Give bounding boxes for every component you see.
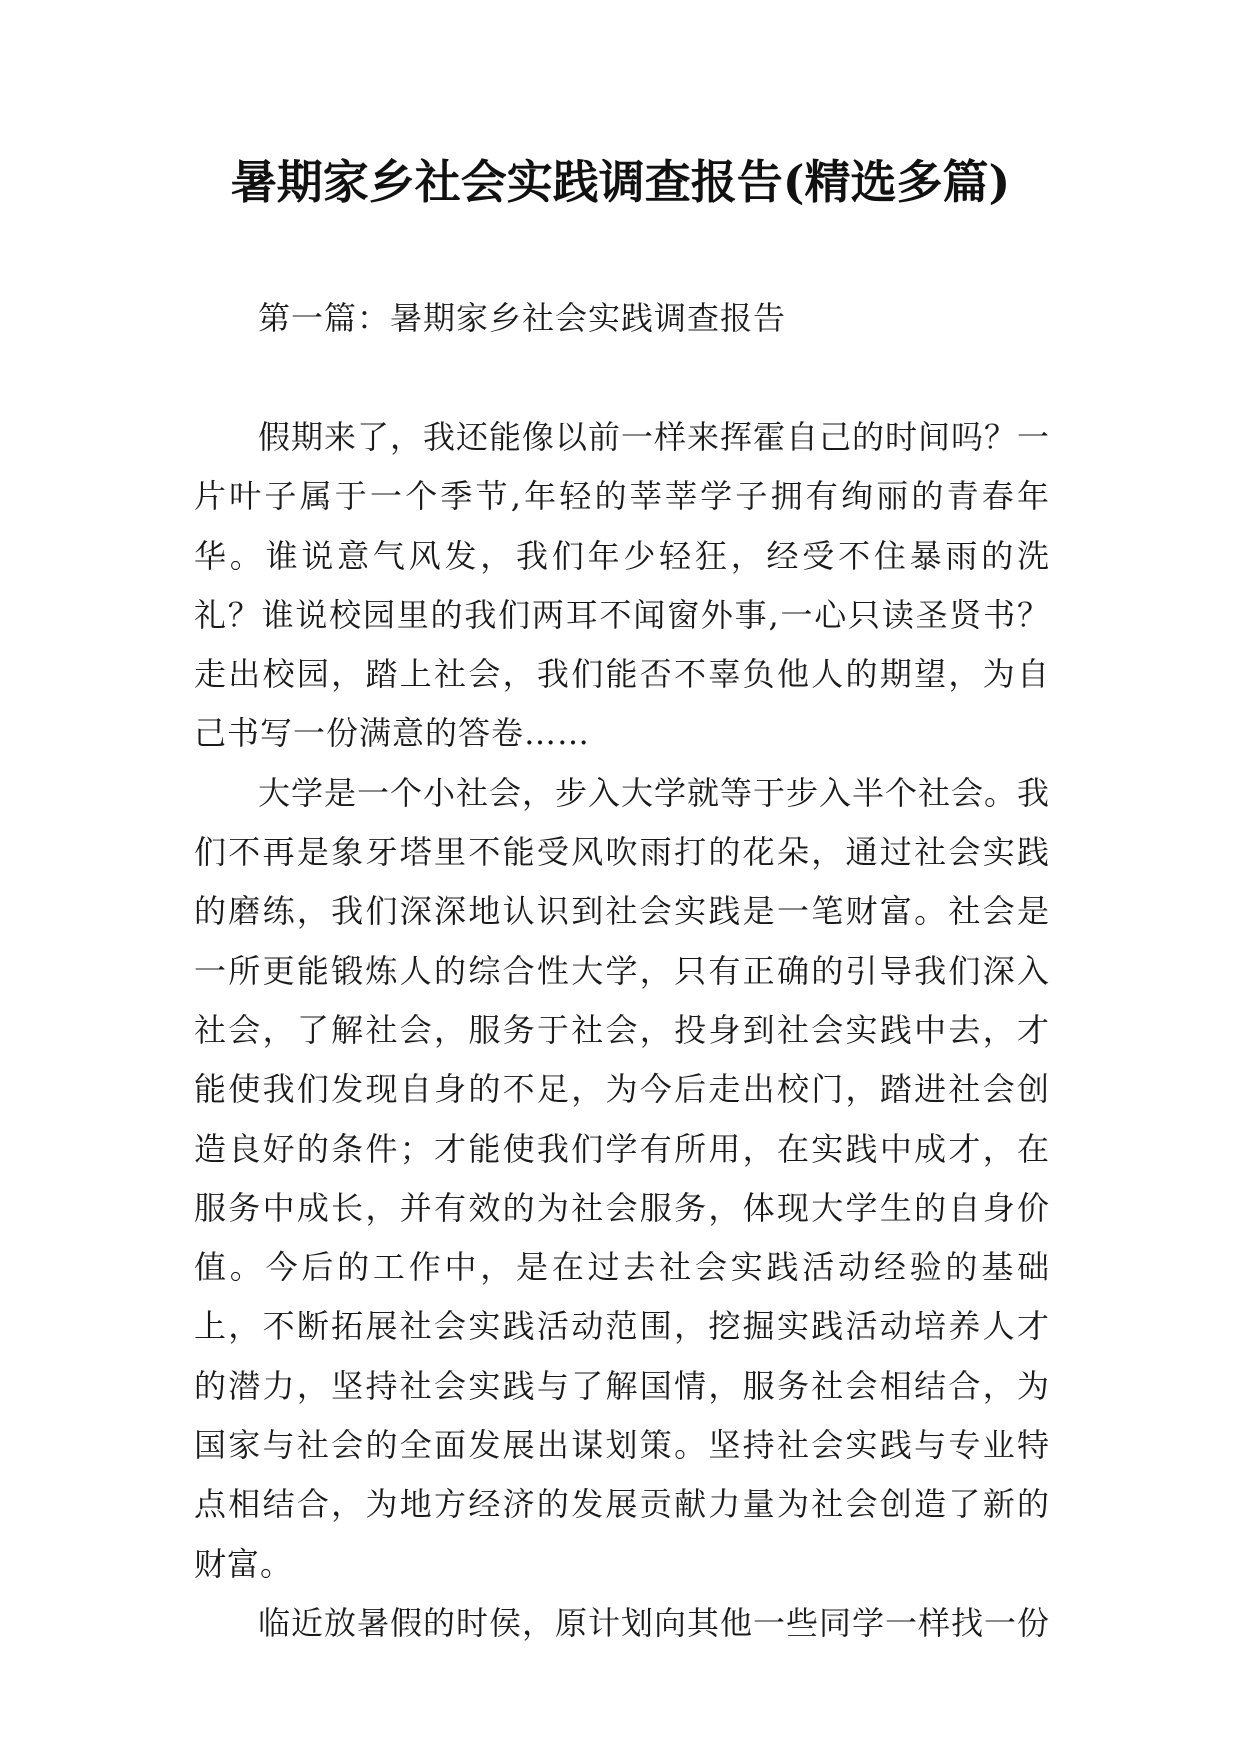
document-title: 暑期家乡社会实践调查报告(精选多篇): [230, 155, 1011, 209]
document-body: [194, 408, 1050, 1653]
paragraph-2: 大学是一个小社会，步入大学就等于步入半个社会。我们不再是象牙塔里不能受风吹雨打的花朵，通过社会实践的磨练，我们深深地认识到社会实践是一笔财富。社会是一所更能锻炼人的综合性大学，只有正确的引导我们深入社会，了解社会，服务于社会，投身到社会实践中去，才能使我们发现自身的不足，为今后走出校门，踏进社会创造良好的条件；才能使我们学有所用，在实践中成才，在服务中成长，并有效的为社会服务，体现大学生的自身价值。今后的工作中，是在过去社会实践活动经验的基础上，不断拓展社会实践活动范围，挖掘实践活动培养人才的潜力，坚持社会实践与了解国情，服务社会相结合，为国家与社会的全面发展出谋划策。坚持社会实践与专业特点相结合，为地方经济的发展贡献力量为社会创造了新的财富。: [194, 773, 1051, 1583]
paragraph-3: 临近放暑假的时侯，原计划向其他一些同学一样找一份: [258, 1603, 1051, 1642]
section-heading: 第一篇：暑期家乡社会实践调查报告: [258, 299, 787, 337]
paragraph-1: 假期来了，我还能像以前一样来挥霍自己的时间吗？一片叶子属于一个季节,年轻的莘莘学子拥有绚丽的青春年华。谁说意气风发，我们年少轻狂，经受不住暴雨的洗礼？谁说校园里的我们两耳不闻窗外事,一心只读圣贤书？走出校园，踏上社会，我们能否不辜负他人的期望，为自己书写一份满意的答卷……: [194, 418, 1051, 753]
